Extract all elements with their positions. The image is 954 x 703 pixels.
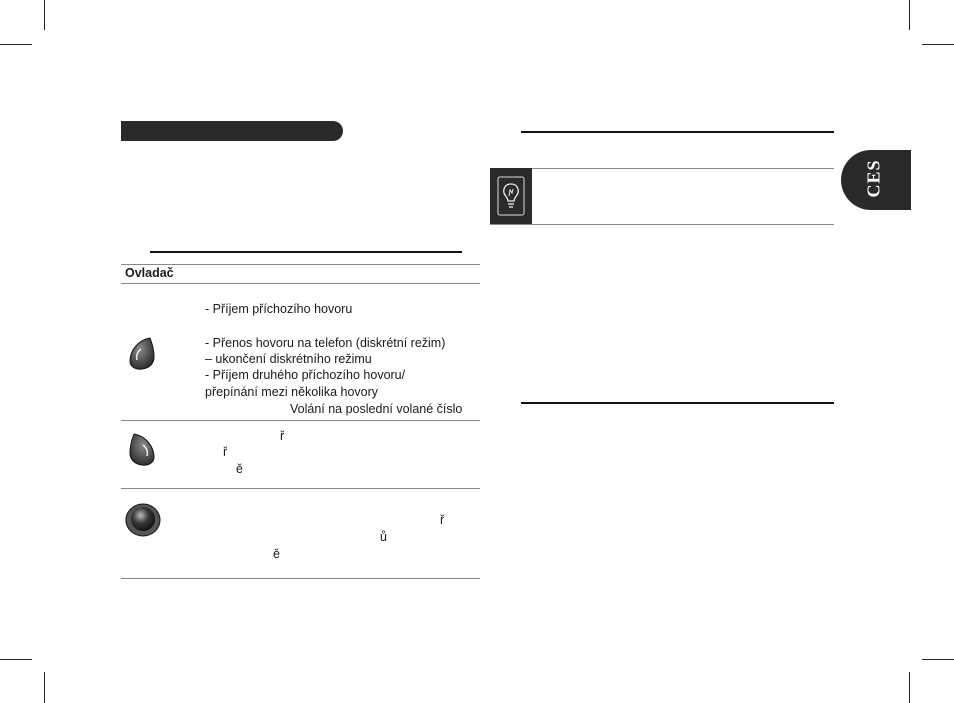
table-top-rule (121, 264, 480, 265)
tip-icon-box (490, 168, 532, 224)
row1-line-1: - Příjem příchozího hovoru (205, 302, 353, 316)
language-tab-label: CES (863, 159, 884, 198)
section-rule (521, 402, 834, 404)
row3-fragment-1: ř (440, 513, 445, 527)
lightbulb-icon (497, 176, 525, 216)
end-call-button-icon (128, 433, 156, 467)
row2-fragment-3: ě (236, 462, 243, 476)
crop-mark (922, 659, 954, 660)
crop-mark (0, 659, 32, 660)
row1-line-2: - Přenos hovoru na telefon (diskrétní režim) (205, 336, 446, 350)
row2-fragment-2: ř (223, 445, 228, 459)
crop-mark (909, 0, 910, 30)
table-header-rule (121, 283, 480, 284)
row3-fragment-2: ů (380, 530, 387, 544)
row1-line-4: - Příjem druhého příchozího hovoru/ (205, 368, 406, 382)
crop-mark (44, 0, 45, 30)
section-rule (521, 131, 834, 133)
jog-wheel-icon (125, 503, 161, 537)
row3-fragment-3: ě (273, 547, 280, 561)
row2-fragment-1: ř (280, 429, 285, 443)
tip-top-rule (490, 168, 834, 169)
crop-mark (44, 672, 45, 703)
crop-mark (922, 44, 954, 45)
table-row-rule (121, 488, 480, 489)
crop-mark (0, 44, 32, 45)
section-heading-bar (121, 121, 343, 141)
table-header-controller: Ovladač (125, 266, 174, 280)
subsection-rule (150, 251, 462, 253)
row1-line-6: Volání na poslední volané číslo (290, 402, 463, 416)
table-row-rule (121, 420, 480, 421)
row1-line-3: – ukončení diskrétního režimu (205, 352, 372, 366)
call-button-icon (128, 337, 156, 371)
crop-mark (909, 672, 910, 703)
table-bottom-rule (121, 578, 480, 579)
row1-line-5: přepínání mezi několika hovory (205, 385, 379, 399)
tip-bottom-rule (490, 224, 834, 225)
